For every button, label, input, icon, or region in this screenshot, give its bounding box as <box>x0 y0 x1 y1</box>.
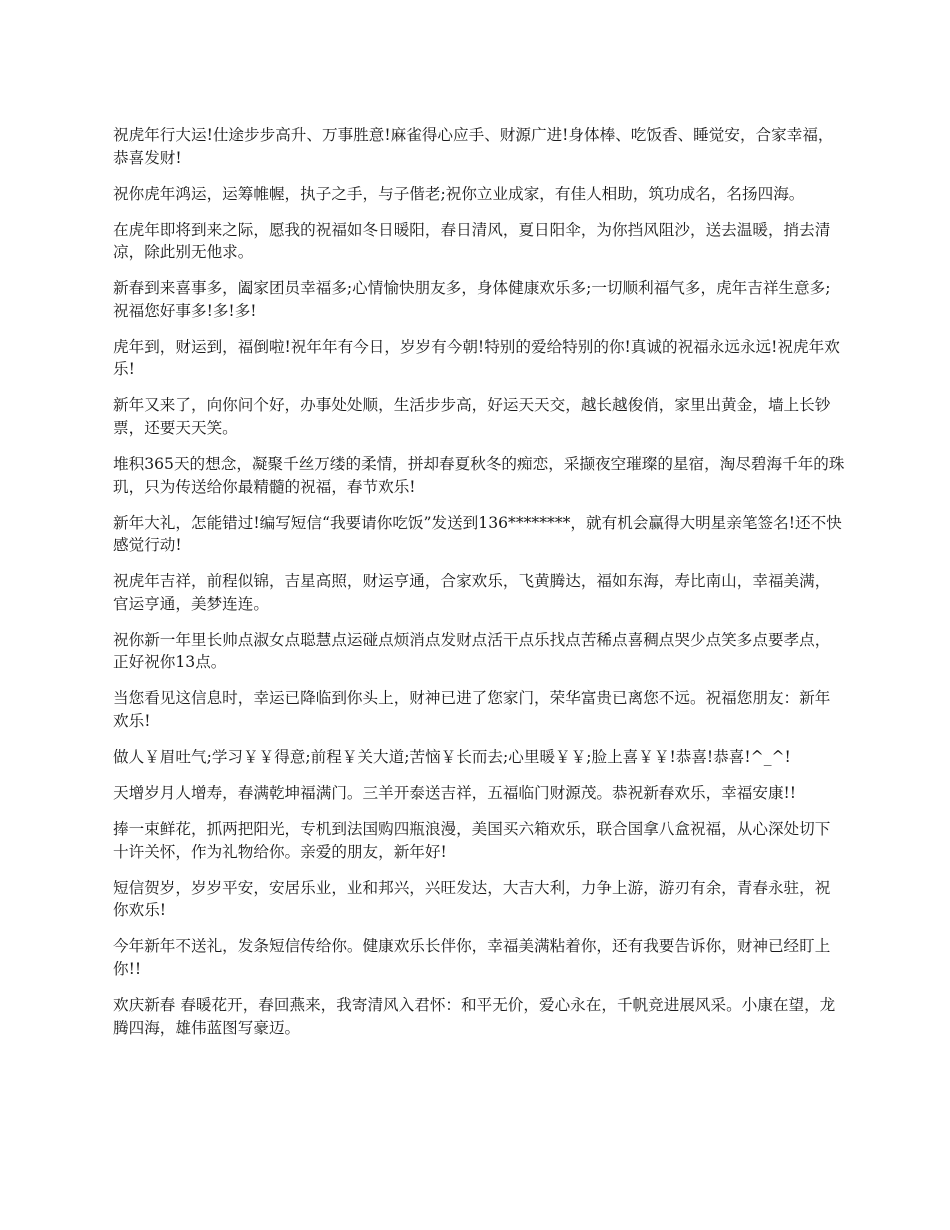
paragraph: 短信贺岁，岁岁平安，安居乐业，业和邦兴，兴旺发达，大吉大利，力争上游，游刃有余，青春永驻，祝你欢乐! <box>113 878 831 920</box>
paragraph: 祝虎年吉祥，前程似锦，吉星高照，财运亨通，合家欢乐，飞黄腾达，福如东海，寿比南山，幸福美满，官运亨通，美梦连连。 <box>113 572 831 613</box>
paragraph: 祝你虎年鸿运，运筹帷幄，执子之手，与子偕老;祝你立业成家，有佳人相助，筑功成名，名扬四海。 <box>113 184 805 203</box>
paragraph: 堆积365天的想念，凝聚千丝万缕的柔情，拼却春夏秋冬的痴恋，采撷夜空璀璨的星宿，淘尽碧海千年的珠玑，只为传送给你最精髓的祝福，春节欢乐! <box>113 455 845 496</box>
paragraph: 祝你新一年里长帅点淑女点聪慧点运碰点烦消点发财点活干点乐找点苦稀点喜稠点哭少点笑多点要孝点，正好祝你13点。 <box>113 630 831 672</box>
paragraph: 祝虎年行大运!仕途步步高升、万事胜意!麻雀得心应手、财源广进!身体棒、吃饭香、睡觉安，合家幸福，恭喜发财! <box>113 126 834 167</box>
paragraph: 天增岁月人增寿，春满乾坤福满门。三羊开泰送吉祥，五福临门财源茂。恭祝新春欢乐，幸福安康!! <box>113 784 797 803</box>
paragraph: 做人￥眉吐气;学习￥￥得意;前程￥关大道;苦恼￥长而去;心里暖￥￥;脸上喜￥￥!恭喜!恭喜!^_^! <box>113 748 791 767</box>
document-body <box>113 124 845 1053</box>
paragraph: 今年新年不送礼，发条短信传给你。健康欢乐长伴你，幸福美满粘着你，还有我要告诉你，财神已经盯上你!! <box>113 937 831 978</box>
paragraph: 新年大礼，怎能错过!编写短信“我要请你吃饭”发送到136********，就有机会赢得大明星亲笔签名!还不快感觉行动! <box>113 513 842 555</box>
paragraph: 捧一束鲜花，抓两把阳光，专机到法国购四瓶浪漫，美国买六箱欢乐，联合国拿八盒祝福，从心深处切下十许关怀，作为礼物给你。亲爱的朋友，新年好! <box>113 820 831 861</box>
paragraph: 新春到来喜事多，阖家团员幸福多;心情愉快朋友多，身体健康欢乐多;一切顺利福气多，虎年吉祥生意多;祝福您好事多!多!多! <box>113 279 831 320</box>
paragraph: 欢庆新春 春暖花开，春回燕来，我寄清风入君怀：和平无价，爱心永在，千帆竞进展风采。小康在望，龙腾四海，雄伟蓝图写豪迈。 <box>113 996 836 1037</box>
paragraph: 在虎年即将到来之际，愿我的祝福如冬日暖阳，春日清风，夏日阳伞，为你挡风阻沙，送去温暖，捎去清凉，除此别无他求。 <box>113 220 831 262</box>
paragraph: 虎年到，财运到，福倒啦!祝年年有今日，岁岁有今朝!特别的爱给特别的你!真诚的祝福永远永远!祝虎年欢乐! <box>113 337 840 379</box>
paragraph: 当您看见这信息时，幸运已降临到你头上，财神已进了您家门，荣华富贵已离您不远。祝福您朋友：新年欢乐! <box>113 689 831 730</box>
paragraph: 新年又来了，向你问个好，办事处处顺，生活步步高，好运天天交，越长越俊俏，家里出黄金，墙上长钞票，还要天天笑。 <box>113 396 831 437</box>
